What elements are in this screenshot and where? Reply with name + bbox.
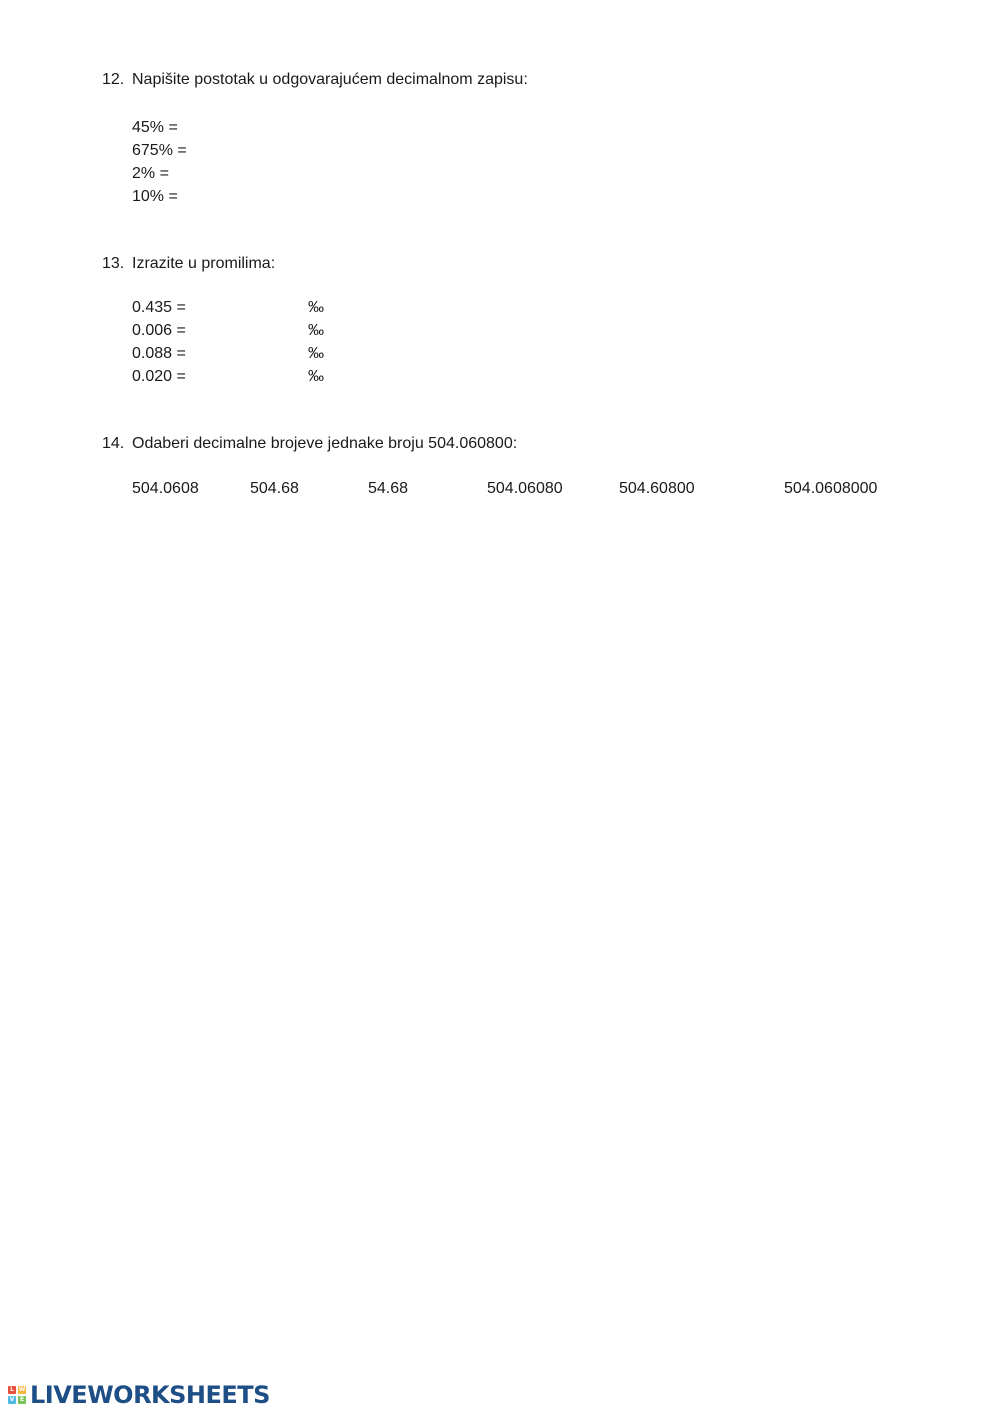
q13-item-1-value: 0.435 = [132,299,186,316]
liveworksheets-logo [8,1381,270,1409]
question-14-text: Odaberi decimalne brojeve jednake broju 504.060800: [132,435,518,452]
q13-item-4-value: 0.020 = [132,368,186,385]
q12-item-2: 675% = [132,142,187,159]
logo-block: V [9,1396,15,1403]
q14-option-2[interactable]: 504.68 [250,480,299,497]
q13-item-3-value: 0.088 = [132,345,186,362]
q12-item-1: 45% = [132,119,178,136]
logo-block: W [18,1386,26,1393]
q12-item-3: 2% = [132,165,169,182]
q13-item-4-unit: ‰ [308,368,324,385]
question-13-text: Izrazite u promilima: [132,255,276,272]
q14-option-1[interactable]: 504.0608 [132,480,199,497]
q14-option-3[interactable]: 54.68 [368,480,409,497]
logo-text: LIVEWORKSHEETS [30,1381,270,1409]
question-12-text: Napišite postotak u odgovarajućem decimalnom zapisu: [132,71,528,88]
q13-item-2-value: 0.006 = [132,322,186,339]
q14-option-6[interactable]: 504.0608000 [784,480,878,497]
logo-blocks-icon [8,1386,26,1404]
q13-item-3-unit: ‰ [308,345,324,362]
question-12-number: 12. [102,71,125,88]
question-14-number: 14. [102,435,125,452]
question-13-number: 13. [102,255,125,272]
q13-item-1-unit: ‰ [308,299,324,316]
q14-option-5[interactable]: 504.60800 [619,480,695,497]
q13-item-2-unit: ‰ [308,322,324,339]
q14-option-4[interactable]: 504.06080 [487,480,563,497]
logo-block: L [8,1386,16,1394]
logo-block: E [19,1396,25,1403]
q12-item-4: 10% = [132,188,178,205]
